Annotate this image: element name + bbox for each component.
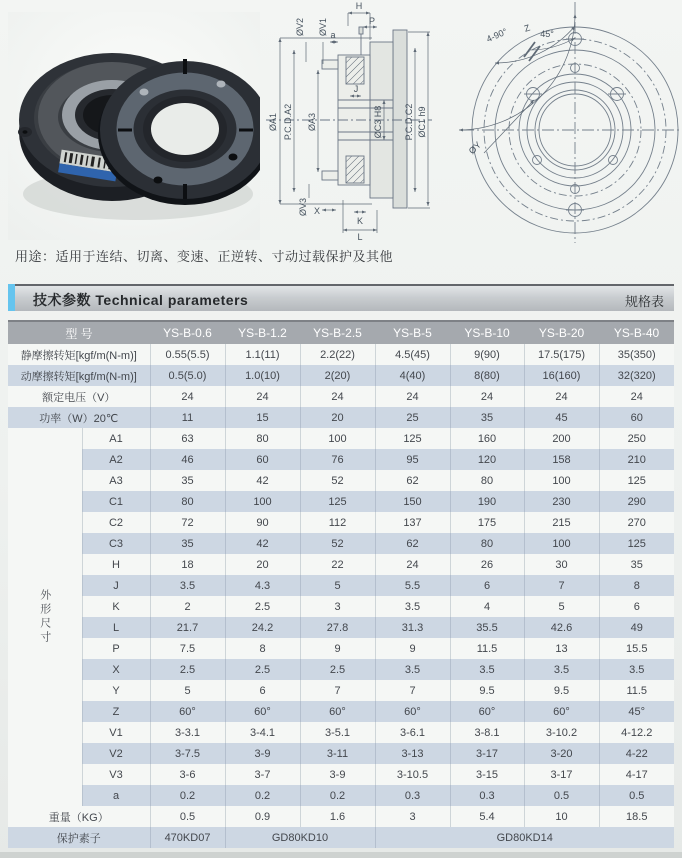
value-cell: 290 xyxy=(599,491,674,512)
table-row xyxy=(8,365,674,386)
value-cell: 32(320) xyxy=(599,365,674,386)
row-label: 重量（KG） xyxy=(8,806,150,827)
value-cell: 4-12.2 xyxy=(599,722,674,743)
spec-sheet-label: 规格表 xyxy=(624,294,664,309)
value-cell: 3.5 xyxy=(375,659,450,680)
column-header-YS-B-20: YS-B-20 xyxy=(524,321,599,344)
table-row xyxy=(8,638,674,659)
value-cell: 42 xyxy=(225,533,300,554)
value-cell: 1.6 xyxy=(300,806,375,827)
dim-label-a3: ØA3 xyxy=(307,112,317,132)
table-row xyxy=(8,596,674,617)
column-header-YS-B-1.2: YS-B-1.2 xyxy=(225,321,300,344)
value-cell: 80 xyxy=(225,428,300,449)
dim-label-z: Z xyxy=(522,22,532,34)
value-cell: 35 xyxy=(150,470,225,491)
row-label: 动摩擦转矩[kgf/m(N-m)] xyxy=(8,365,150,386)
table-row xyxy=(8,386,674,407)
value-cell: 63 xyxy=(150,428,225,449)
column-header-YS-B-40: YS-B-40 xyxy=(599,321,674,344)
value-cell: 24.2 xyxy=(225,617,300,638)
value-cell: 35 xyxy=(599,554,674,575)
value-cell: 3-9 xyxy=(225,743,300,764)
value-cell: 60° xyxy=(375,701,450,722)
value-cell: 100 xyxy=(524,533,599,554)
value-cell: 8 xyxy=(599,575,674,596)
value-cell: 6 xyxy=(599,596,674,617)
value-cell: 7 xyxy=(300,680,375,701)
table-row xyxy=(8,722,674,743)
value-cell: 2.5 xyxy=(225,659,300,680)
value-cell: 210 xyxy=(599,449,674,470)
table-row xyxy=(8,806,674,827)
value-cell: 3-11 xyxy=(300,743,375,764)
value-cell: 3-15 xyxy=(450,764,524,785)
value-cell: 0.3 xyxy=(375,785,450,806)
row-label: 功率（W）20℃ xyxy=(8,407,150,428)
dim-label-c1: ØC1 h9 xyxy=(417,106,427,138)
value-cell: 3-4.1 xyxy=(225,722,300,743)
value-cell: 95 xyxy=(375,449,450,470)
value-cell: 3.5 xyxy=(375,596,450,617)
value-cell: 270 xyxy=(599,512,674,533)
value-cell: GD80KD10 xyxy=(225,827,375,848)
section-title: 技术参数 Technical parameters xyxy=(33,292,249,308)
dim-label-oy: ØY xyxy=(466,139,484,157)
value-cell: 80 xyxy=(150,491,225,512)
value-cell: 8 xyxy=(225,638,300,659)
value-cell: 0.3 xyxy=(450,785,524,806)
value-cell: 0.55(5.5) xyxy=(150,344,225,365)
value-cell: 3-9 xyxy=(300,764,375,785)
value-cell: 125 xyxy=(599,533,674,554)
value-cell: 230 xyxy=(524,491,599,512)
value-cell: 72 xyxy=(150,512,225,533)
value-cell: 9.5 xyxy=(524,680,599,701)
value-cell: 3-6 xyxy=(150,764,225,785)
value-cell: 2 xyxy=(150,596,225,617)
value-cell: 5 xyxy=(524,596,599,617)
table-row xyxy=(8,764,674,785)
value-cell: 0.5 xyxy=(524,785,599,806)
value-cell: 60° xyxy=(150,701,225,722)
value-cell: 4.5(45) xyxy=(375,344,450,365)
value-cell: 35 xyxy=(450,407,524,428)
row-label: 保护素子 xyxy=(8,827,150,848)
value-cell: 9.5 xyxy=(450,680,524,701)
value-cell: 60° xyxy=(524,701,599,722)
dim-label-45deg: 45° xyxy=(540,29,554,39)
value-cell: 6 xyxy=(225,680,300,701)
dim-label-k: K xyxy=(356,216,364,226)
table-row xyxy=(8,344,674,365)
row-label: J xyxy=(82,575,150,596)
dim-label-a1: ØA1 xyxy=(268,112,278,132)
value-cell: 26 xyxy=(450,554,524,575)
row-label: A2 xyxy=(82,449,150,470)
value-cell: 3-20 xyxy=(524,743,599,764)
value-cell: 3-17 xyxy=(450,743,524,764)
value-cell: 21.7 xyxy=(150,617,225,638)
table-row xyxy=(8,659,674,680)
value-cell: 16(160) xyxy=(524,365,599,386)
value-cell: 60 xyxy=(599,407,674,428)
value-cell: 24 xyxy=(225,386,300,407)
row-label: V3 xyxy=(82,764,150,785)
value-cell: 3-3.1 xyxy=(150,722,225,743)
value-cell: 4 xyxy=(450,596,524,617)
value-cell: 125 xyxy=(375,428,450,449)
value-cell: 0.5 xyxy=(599,785,674,806)
value-cell: 62 xyxy=(375,470,450,491)
value-cell: 35(350) xyxy=(599,344,674,365)
value-cell: 2(20) xyxy=(300,365,375,386)
value-cell: 0.2 xyxy=(300,785,375,806)
value-cell: 125 xyxy=(300,491,375,512)
value-cell: 3-8.1 xyxy=(450,722,524,743)
value-cell: 100 xyxy=(300,428,375,449)
value-cell: 90 xyxy=(225,512,300,533)
usage-line: 用途：适用于连结、切离、变速、正逆转、寸动过载保护及其他 xyxy=(15,249,394,264)
value-cell: 7.5 xyxy=(150,638,225,659)
section-header-bar xyxy=(8,284,674,311)
row-label: A1 xyxy=(82,428,150,449)
value-cell: 76 xyxy=(300,449,375,470)
parameters-table xyxy=(8,320,674,848)
value-cell: 3-17 xyxy=(524,764,599,785)
value-cell: 7 xyxy=(524,575,599,596)
value-cell: 80 xyxy=(450,533,524,554)
dims-group-label: 外形尺寸 xyxy=(8,428,82,806)
value-cell: 20 xyxy=(225,554,300,575)
value-cell: 175 xyxy=(450,512,524,533)
value-cell: 15 xyxy=(225,407,300,428)
value-cell: 158 xyxy=(524,449,599,470)
value-cell: 3.5 xyxy=(524,659,599,680)
value-cell: 150 xyxy=(375,491,450,512)
row-label: L xyxy=(82,617,150,638)
value-cell: 3.5 xyxy=(599,659,674,680)
value-cell: 0.2 xyxy=(150,785,225,806)
value-cell: 46 xyxy=(150,449,225,470)
value-cell: 9(90) xyxy=(450,344,524,365)
value-cell: 4(40) xyxy=(375,365,450,386)
dim-label-h: H xyxy=(355,1,363,11)
value-cell: 24 xyxy=(375,386,450,407)
value-cell: 11 xyxy=(150,407,225,428)
dim-label-c3: ØC3 H8 xyxy=(373,105,383,139)
value-cell: 3-7.5 xyxy=(150,743,225,764)
table-row xyxy=(8,407,674,428)
value-cell: 11.5 xyxy=(450,638,524,659)
value-cell: 24 xyxy=(599,386,674,407)
value-cell: 60 xyxy=(225,449,300,470)
value-cell: 24 xyxy=(375,554,450,575)
value-cell: 3-6.1 xyxy=(375,722,450,743)
value-cell: 42.6 xyxy=(524,617,599,638)
table-row xyxy=(8,470,674,491)
table-row xyxy=(8,533,674,554)
value-cell: 10 xyxy=(524,806,599,827)
value-cell: 15.5 xyxy=(599,638,674,659)
column-header-YS-B-2.5: YS-B-2.5 xyxy=(300,321,375,344)
value-cell: 18 xyxy=(150,554,225,575)
value-cell: 60° xyxy=(450,701,524,722)
table-row xyxy=(8,428,674,449)
value-cell: 35.5 xyxy=(450,617,524,638)
table-row xyxy=(8,617,674,638)
row-label: 静摩擦转矩[kgf/m(N-m)] xyxy=(8,344,150,365)
dim-label-v1: ØV1 xyxy=(318,17,328,37)
row-label: V1 xyxy=(82,722,150,743)
value-cell: 100 xyxy=(524,470,599,491)
value-cell: 190 xyxy=(450,491,524,512)
value-cell: GD80KD14 xyxy=(375,827,674,848)
value-cell: 27.8 xyxy=(300,617,375,638)
row-label: V2 xyxy=(82,743,150,764)
value-cell: 18.5 xyxy=(599,806,674,827)
value-cell: 137 xyxy=(375,512,450,533)
value-cell: 13 xyxy=(524,638,599,659)
value-cell: 0.2 xyxy=(225,785,300,806)
table-row xyxy=(8,827,674,848)
section-view-drawing xyxy=(260,0,438,242)
row-label: C3 xyxy=(82,533,150,554)
front-view-drawing xyxy=(438,0,682,245)
value-cell: 62 xyxy=(375,533,450,554)
value-cell: 160 xyxy=(450,428,524,449)
dim-label-x: X xyxy=(313,206,321,216)
table-row xyxy=(8,743,674,764)
value-cell: 45° xyxy=(599,701,674,722)
value-cell: 24 xyxy=(450,386,524,407)
value-cell: 1.0(10) xyxy=(225,365,300,386)
value-cell: 0.5(5.0) xyxy=(150,365,225,386)
value-cell: 3 xyxy=(300,596,375,617)
value-cell: 42 xyxy=(225,470,300,491)
value-cell: 9 xyxy=(300,638,375,659)
table-row xyxy=(8,575,674,596)
row-label: H xyxy=(82,554,150,575)
value-cell: 5.5 xyxy=(375,575,450,596)
value-cell: 25 xyxy=(375,407,450,428)
page-bottom-edge xyxy=(0,852,682,858)
value-cell: 1.1(11) xyxy=(225,344,300,365)
row-label: A3 xyxy=(82,470,150,491)
value-cell: 49 xyxy=(599,617,674,638)
value-cell: 45 xyxy=(524,407,599,428)
value-cell: 215 xyxy=(524,512,599,533)
value-cell: 4-22 xyxy=(599,743,674,764)
value-cell: 2.2(22) xyxy=(300,344,375,365)
value-cell: 112 xyxy=(300,512,375,533)
table-row xyxy=(8,449,674,470)
value-cell: 2.5 xyxy=(300,659,375,680)
table-row xyxy=(8,680,674,701)
value-cell: 60° xyxy=(300,701,375,722)
value-cell: 3-7 xyxy=(225,764,300,785)
row-label: Z xyxy=(82,701,150,722)
dim-label-holes: 4-90° xyxy=(484,26,509,45)
dim-label-v2: ØV2 xyxy=(295,17,305,37)
row-label: K xyxy=(82,596,150,617)
value-cell: 3-5.1 xyxy=(300,722,375,743)
row-label: X xyxy=(82,659,150,680)
value-cell: 20 xyxy=(300,407,375,428)
dim-label-l: L xyxy=(357,232,363,242)
product-photo xyxy=(8,12,260,240)
column-header-model: 型 号 xyxy=(8,321,150,344)
value-cell: 200 xyxy=(524,428,599,449)
table-row xyxy=(8,701,674,722)
value-cell: 3-10.2 xyxy=(524,722,599,743)
row-label: P xyxy=(82,638,150,659)
row-label: Y xyxy=(82,680,150,701)
value-cell: 5 xyxy=(150,680,225,701)
column-header-YS-B-10: YS-B-10 xyxy=(450,321,524,344)
value-cell: 0.9 xyxy=(225,806,300,827)
value-cell: 3.5 xyxy=(150,575,225,596)
value-cell: 125 xyxy=(599,470,674,491)
value-cell: 3-13 xyxy=(375,743,450,764)
value-cell: 5.4 xyxy=(450,806,524,827)
column-header-YS-B-5: YS-B-5 xyxy=(375,321,450,344)
column-header-YS-B-0.6: YS-B-0.6 xyxy=(150,321,225,344)
dim-label-p: P xyxy=(368,16,376,26)
table-row xyxy=(8,785,674,806)
value-cell: 5 xyxy=(300,575,375,596)
value-cell: 2.5 xyxy=(150,659,225,680)
row-label: C1 xyxy=(82,491,150,512)
value-cell: 11.5 xyxy=(599,680,674,701)
value-cell: 30 xyxy=(524,554,599,575)
value-cell: 470KD07 xyxy=(150,827,225,848)
row-label: 额定电压（V） xyxy=(8,386,150,407)
value-cell: 2.5 xyxy=(225,596,300,617)
value-cell: 6 xyxy=(450,575,524,596)
value-cell: 22 xyxy=(300,554,375,575)
value-cell: 250 xyxy=(599,428,674,449)
value-cell: 80 xyxy=(450,470,524,491)
value-cell: 24 xyxy=(300,386,375,407)
value-cell: 52 xyxy=(300,533,375,554)
value-cell: 100 xyxy=(225,491,300,512)
table-row xyxy=(8,491,674,512)
table-row xyxy=(8,512,674,533)
dim-label-pcdc2: P.C.D.C2 xyxy=(404,103,414,141)
value-cell: 4-17 xyxy=(599,764,674,785)
value-cell: 17.5(175) xyxy=(524,344,599,365)
dim-label-v3: ØV3 xyxy=(298,197,308,217)
value-cell: 3 xyxy=(375,806,450,827)
dim-label-a: a xyxy=(330,30,336,40)
value-cell: 120 xyxy=(450,449,524,470)
value-cell: 4.3 xyxy=(225,575,300,596)
value-cell: 60° xyxy=(225,701,300,722)
dim-label-pcda2: P.C.D.A2 xyxy=(283,103,293,141)
value-cell: 24 xyxy=(524,386,599,407)
value-cell: 8(80) xyxy=(450,365,524,386)
value-cell: 24 xyxy=(150,386,225,407)
value-cell: 31.3 xyxy=(375,617,450,638)
row-label: a xyxy=(82,785,150,806)
value-cell: 3-10.5 xyxy=(375,764,450,785)
dim-label-j: J xyxy=(353,84,359,94)
value-cell: 35 xyxy=(150,533,225,554)
value-cell: 3.5 xyxy=(450,659,524,680)
table-row xyxy=(8,554,674,575)
value-cell: 0.5 xyxy=(150,806,225,827)
row-label: C2 xyxy=(82,512,150,533)
table-header-row xyxy=(8,321,674,344)
value-cell: 52 xyxy=(300,470,375,491)
value-cell: 9 xyxy=(375,638,450,659)
value-cell: 7 xyxy=(375,680,450,701)
blue-accent-bar xyxy=(8,284,15,311)
